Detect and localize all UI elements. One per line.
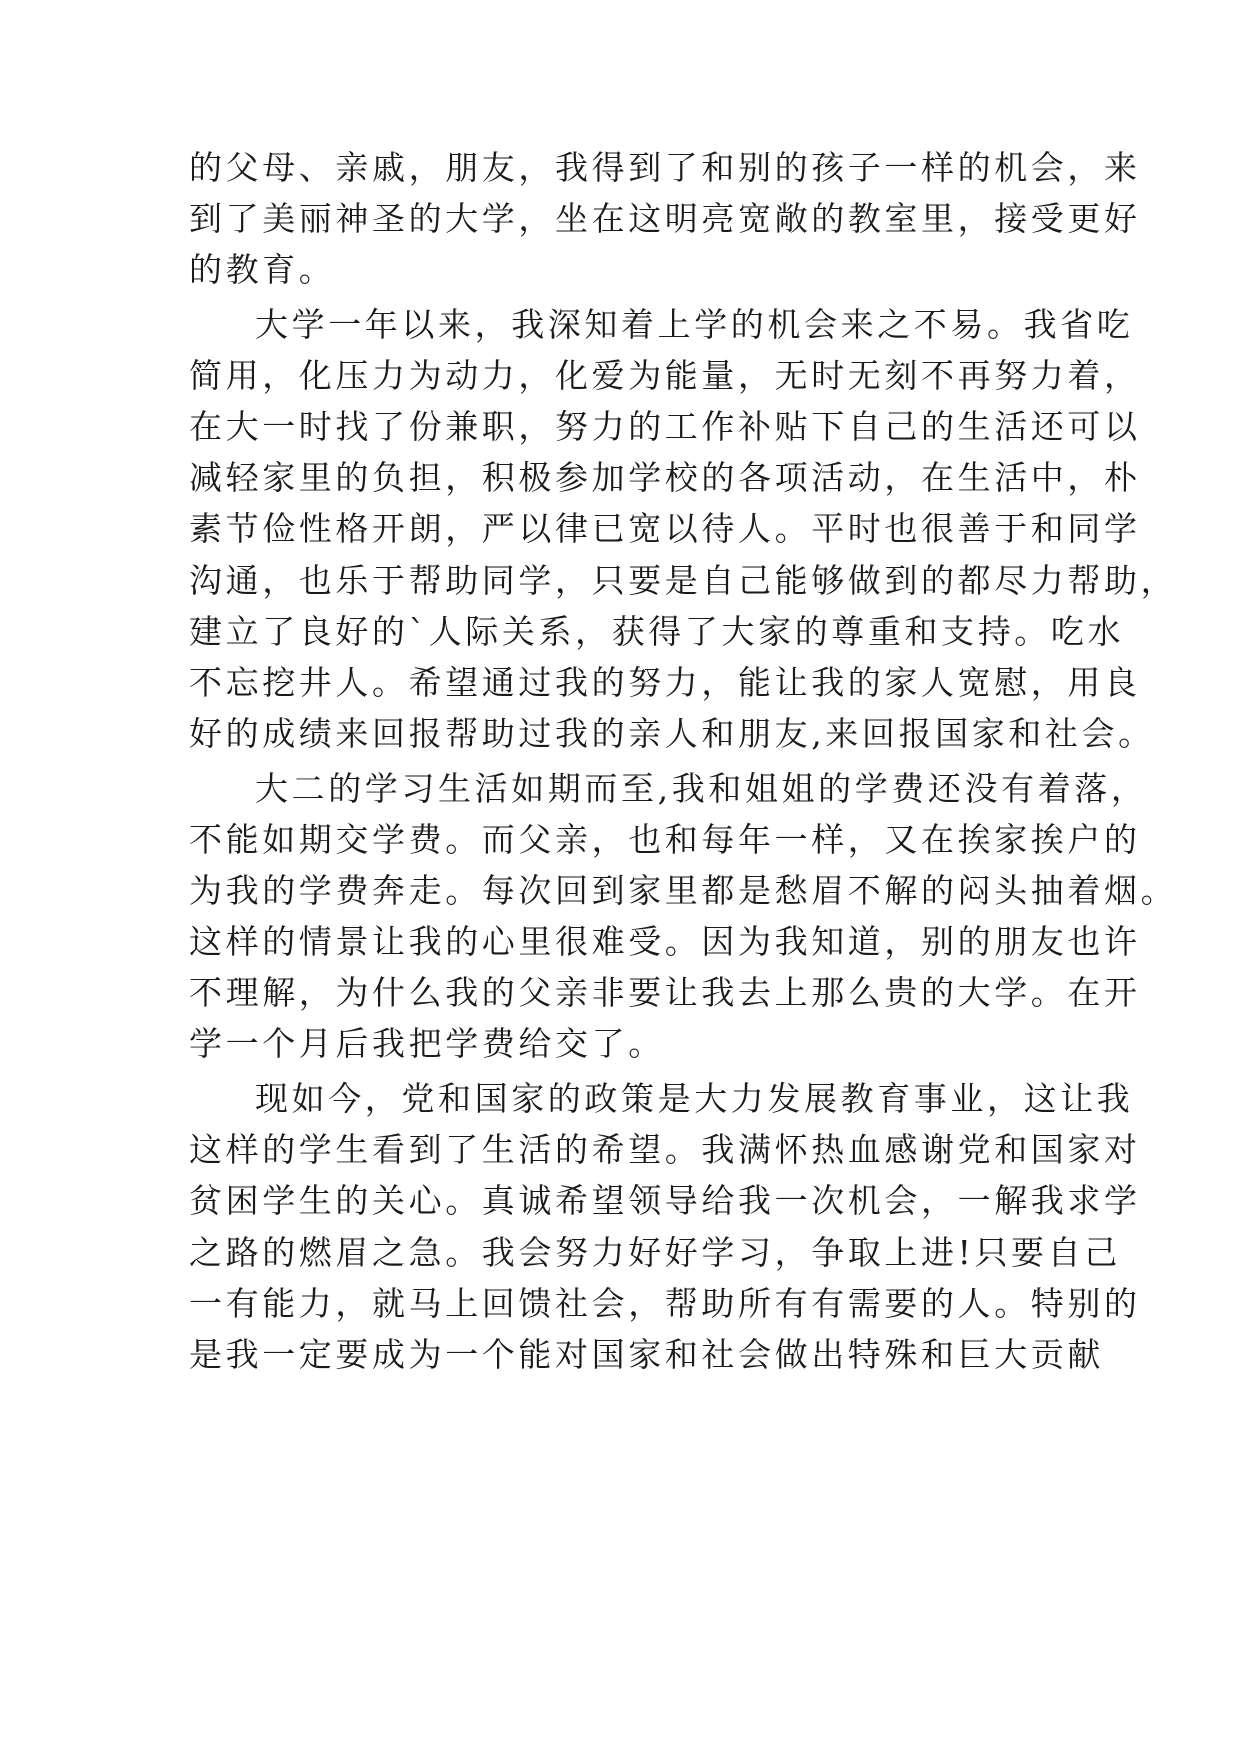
text-line: 的父母、亲戚，朋友，我得到了和别的孩子一样的机会，来 [189,148,1141,187]
text-line: 到了美丽神圣的大学，坐在这明亮宽敞的教室里，接受更好 [189,199,1141,238]
text-line: 一有能力，就马上回馈社会，帮助所有有需要的人。特别的 [189,1284,1141,1323]
text-line: 这样的情景让我的心里很难受。因为我知道，别的朋友也许 [189,922,1141,961]
text-line: 学一个月后我把学费给交了。 [189,1024,665,1063]
text-line: 素节俭性格开朗，严以律已宽以待人。平时也很善于和同学 [189,509,1141,548]
text-line: 是我一定要成为一个能对国家和社会做出特殊和巨大贡献 [189,1335,1104,1374]
text-line: 为我的学费奔走。每次回到家里都是愁眉不解的闷头抽着烟。 [189,871,1178,910]
text-line: 建立了良好的`人际关系，获得了大家的尊重和支持。吃水 [189,612,1125,651]
text-line: 这样的学生看到了生活的希望。我满怀热血感谢党和国家对 [189,1130,1141,1169]
text-line: 好的成绩来回报帮助过我的亲人和朋友,来回报国家和社会。 [189,714,1155,753]
text-line: 贫困学生的关心。真诚希望领导给我一次机会，一解我求学 [189,1181,1141,1220]
text-line: 不能如期交学费。而父亲，也和每年一样，又在挨家挨户的 [189,820,1141,859]
paragraph-start-line: 大二的学习生活如期而至,我和姐姐的学费还没有着落， [255,769,1148,808]
text-line: 不理解，为什么我的父亲非要让我去上那么贵的大学。在开 [189,973,1141,1012]
text-line: 沟通，也乐于帮助同学，只要是自己能够做到的都尽力帮助， [189,561,1178,600]
text-line: 之路的燃眉之急。我会努力好好学习，争取上进!只要自己 [189,1233,1121,1272]
text-line: 不忘挖井人。希望通过我的努力，能让我的家人宽慰，用良 [189,663,1141,702]
text-line: 减轻家里的负担，积极参加学校的各项活动，在生活中，朴 [189,458,1141,497]
text-line: 在大一时找了份兼职，努力的工作补贴下自己的生活还可以 [189,407,1141,446]
text-line: 的教育。 [189,250,336,289]
paragraph-start-line: 大学一年以来，我深知着上学的机会来之不易。我省吃 [255,305,1134,344]
paragraph-start-line: 现如今，党和国家的政策是大力发展教育事业，这让我 [255,1079,1134,1118]
text-line: 简用，化压力为动力，化爱为能量，无时无刻不再努力着， [189,356,1141,395]
